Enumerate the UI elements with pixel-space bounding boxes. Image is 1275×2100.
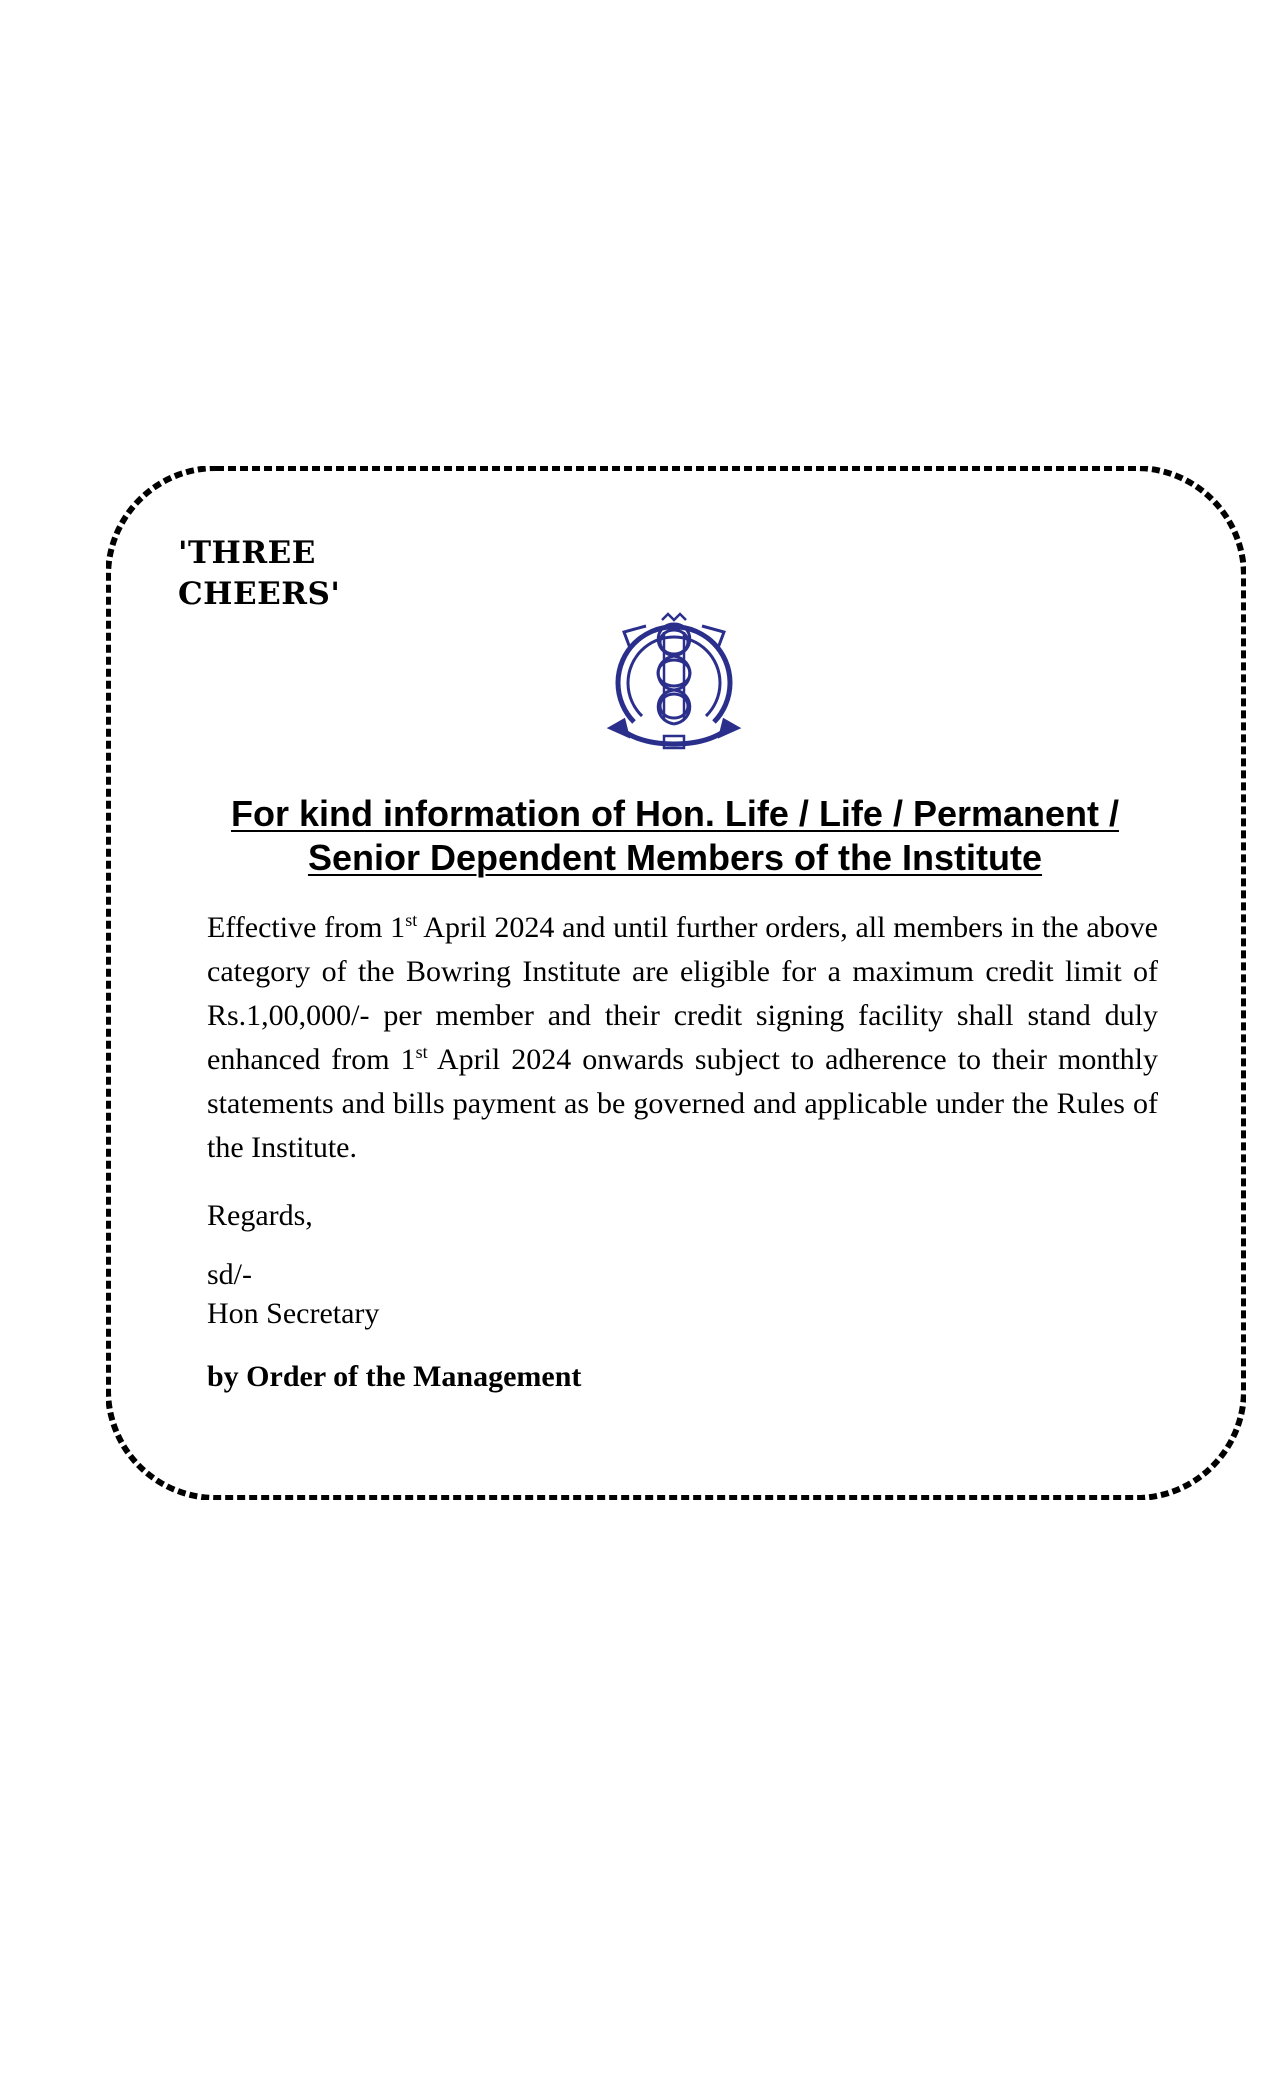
- ordinal-suffix-1: st: [405, 910, 418, 930]
- tagline-line-1: 'THREE: [178, 535, 316, 571]
- regards-text: Regards,: [207, 1199, 313, 1232]
- ordinal-suffix-2: st: [415, 1042, 428, 1062]
- body-part-1: Effective from 1: [207, 911, 406, 944]
- heading-line-2: Senior Dependent Members of the Institute: [307, 837, 1043, 878]
- body-part-2: April 2024 and until further orders, all members in the above category of the Bowring Institute are eligible for a maximum credit limit of Rs.1,00,000/- per member and their credit signing facility shall stand duly enhanced from 1: [207, 911, 1158, 1076]
- signature-block: [207, 1255, 379, 1333]
- heading-line-1: For kind information of Hon. Life / Life / Permanent /: [230, 793, 1120, 834]
- signature-mark: sd/-: [207, 1258, 252, 1291]
- notice-body: [207, 906, 1158, 1170]
- closing-line: by Order of the Management: [207, 1360, 582, 1393]
- signatory-title: Hon Secretary: [207, 1297, 380, 1330]
- tagline-line-2: CHEERS': [178, 576, 341, 612]
- institute-emblem-icon: [606, 612, 742, 754]
- three-cheers-tagline: [178, 533, 340, 615]
- notice-heading: [160, 792, 1190, 880]
- body-part-3: April 2024 onwards subject to adherence to their monthly statements and bills payment as be governed and applicable under the Rules of the Institute.: [207, 1043, 1158, 1164]
